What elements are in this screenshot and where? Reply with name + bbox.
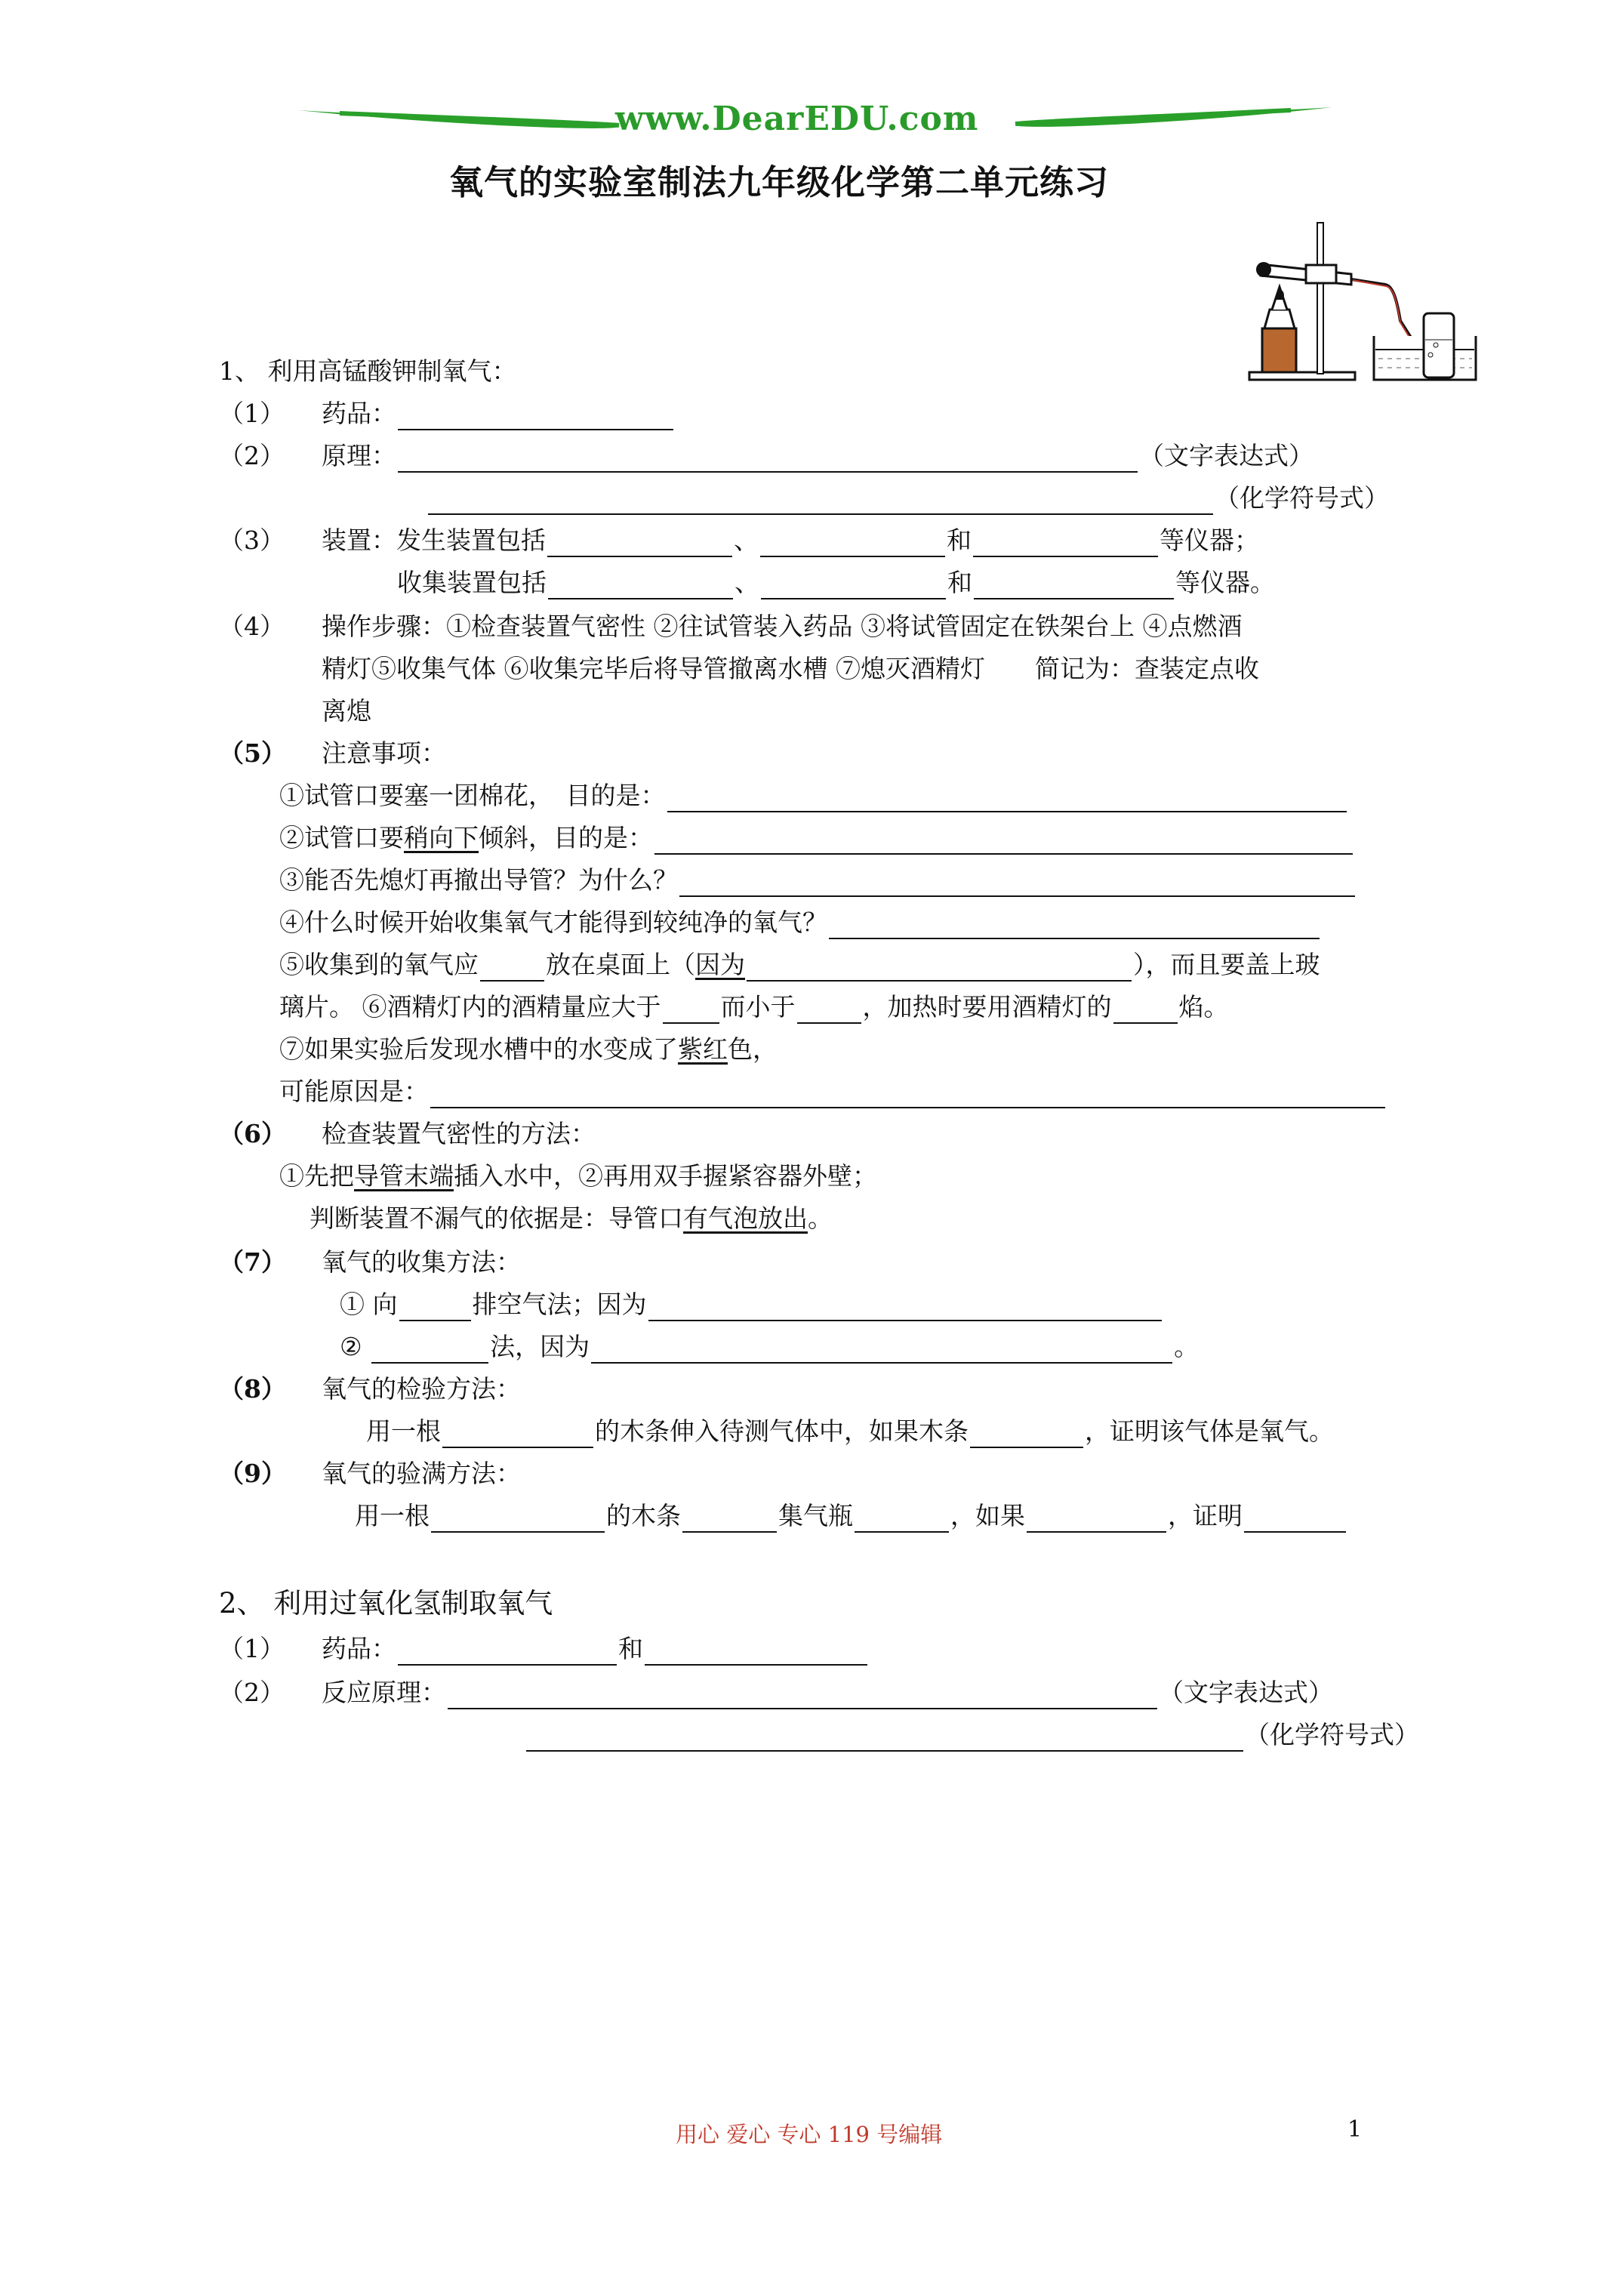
answer-blank[interactable] [480,954,544,982]
s1-item-8-label: 氧气的检验方法： [322,1374,521,1404]
s2-item-2-line2 [525,1718,1419,1752]
note-text: ④什么时候开始收集氧气才能得到较纯净的氧气？ [279,908,827,937]
s1-item-2-body [322,439,1313,473]
note-text: 焰。 [1178,992,1229,1022]
symbol-equation-label: （化学符号式） [1245,1720,1419,1749]
note-text: 。 [1174,1332,1200,1361]
s2-item-2-number: （2） [219,1678,285,1707]
note-text: 集气瓶 [778,1501,853,1530]
underlined-text: 因为 [695,950,745,979]
s1-item-6-label: 检查装置气密性的方法： [322,1119,596,1148]
note-text: 可能原因是： [279,1077,429,1106]
word-equation-label: （文字表达式） [1159,1678,1333,1707]
underlined-text: 导管末端 [354,1161,454,1191]
conjunction: 和 [947,568,972,597]
s1-item-7-number: （7） [219,1247,286,1277]
note-text: 用一根 [366,1416,441,1446]
item-end: 等仪器。 [1175,568,1275,597]
answer-blank[interactable] [667,785,1347,812]
s1-item-5-number: （5） [219,738,286,768]
note-text: ①试管口要塞一团棉花， 目的是： [279,781,666,810]
answer-blank[interactable] [761,572,946,599]
note-text: 放在桌面上（ [546,950,695,979]
answer-blank[interactable] [663,997,719,1024]
symbol-equation-label: （化学符号式） [1215,483,1389,513]
separator: 、 [735,568,759,597]
answer-blank[interactable] [797,997,861,1024]
page-number: 1 [1347,2116,1363,2143]
note-text: ，加热时要用酒精灯的 [862,992,1112,1022]
s1-item-4-number: （4） [219,612,285,641]
oxygen-apparatus-illustration [1246,215,1480,389]
s2-item-2-body [322,1676,1333,1709]
note-text: ②试管口要 [279,823,404,852]
answer-blank[interactable] [547,530,732,557]
note-7-line2 [279,1075,1387,1108]
answer-blank[interactable] [526,1724,1243,1752]
answer-blank[interactable] [399,1294,471,1321]
note-text: ，证明 [1168,1501,1243,1530]
s1-item-6-line1 [279,1160,877,1193]
note-text: ⑤收集到的氧气应 [279,950,479,979]
note-text: 璃片。 ⑥酒精灯内的酒精量应大于 [279,992,661,1022]
footer-text: 用心 爱心 专心 119 号编辑 [676,2122,943,2147]
note-3 [279,864,1357,897]
note-text: ② [340,1332,362,1361]
s1-item-3-number: （3） [219,525,285,555]
answer-blank[interactable] [747,954,1132,982]
note-text: ③能否先熄灯再撤出导管？为什么？ [279,865,678,895]
note-text: 倾斜，目的是： [479,823,653,852]
item-number: （1） [219,399,285,428]
item-label: 收集装置包括 [397,568,547,597]
answer-blank[interactable] [398,403,673,430]
note-text: ），而且要盖上玻 [1133,950,1320,979]
s1-item-7-label: 氧气的收集方法： [322,1247,521,1277]
logo-text: www.DearEDU.com [615,100,979,138]
s1-item-3-body [322,524,1259,557]
answer-blank[interactable] [1113,997,1178,1024]
note-5 [279,948,1320,982]
s1-item-9-number: （9） [219,1459,286,1488]
s1-item-6-line2 [310,1202,833,1235]
s2-item-1-number: （1） [219,1634,285,1663]
answer-blank[interactable] [430,1081,1385,1108]
item-label: 药品： [322,1634,396,1663]
item-end: 等仪器； [1160,525,1259,555]
note-text: 。 [808,1203,833,1233]
section-1-heading: 1、 利用高锰酸钾制氧气： [219,356,517,386]
underlined-text: 稍向下 [404,823,479,852]
answer-blank[interactable] [970,1421,1083,1448]
note-text: 排空气法；因为 [472,1290,647,1319]
s1-item-7-b [340,1330,1199,1364]
note-6 [279,991,1229,1024]
answer-blank[interactable] [760,530,945,557]
answer-blank[interactable] [548,572,733,599]
note-text: 的木条伸入待测气体中，如果木条 [595,1416,969,1446]
s1-item-3-line2 [397,566,1275,599]
note-text: ① 向 [340,1290,398,1319]
note-2 [279,821,1354,855]
answer-blank[interactable] [1244,1505,1346,1533]
s1-item-6-number: （6） [219,1119,286,1148]
item-label: 药品： [322,399,396,428]
s1-item-1-body [322,397,675,430]
underlined-text: 有气泡放出 [683,1203,808,1233]
underlined-text: 紫红 [678,1034,728,1064]
note-text: ，证明该气体是氧气。 [1085,1416,1334,1446]
note-text: 法，因为 [490,1332,590,1361]
note-4 [279,906,1321,939]
answer-blank[interactable] [1027,1505,1166,1533]
answer-blank[interactable] [682,1505,777,1533]
s1-item-5-label: 注意事项： [322,738,446,768]
s1-item-8-body [366,1415,1334,1448]
note-text: 的木条 [606,1501,681,1530]
answer-blank[interactable] [428,488,1213,515]
s1-item-4-line3: 离熄 [322,696,371,726]
s1-item-1 [219,397,285,430]
answer-blank[interactable] [442,1421,593,1448]
header-banner [294,97,1336,142]
note-text: ，如果 [950,1501,1025,1530]
answer-blank[interactable] [973,530,1158,557]
answer-blank[interactable] [829,912,1320,939]
answer-blank[interactable] [371,1336,488,1364]
note-text: 插入水中，②再用双手握紧容器外壁； [454,1161,877,1191]
s1-item-4-line1: 操作步骤：①检查装置气密性 ②往试管装入药品 ③将试管固定在铁架台上 ④点燃酒 [322,612,1243,641]
answer-blank[interactable] [855,1505,949,1533]
answer-blank[interactable] [591,1336,1172,1364]
s2-item-1-body [322,1632,869,1666]
answer-blank[interactable] [974,572,1174,599]
section-2-heading: 2、 利用过氧化氢制取氧气 [219,1587,553,1620]
note-text: 色， [728,1034,778,1064]
item-label: 装置：发生装置包括 [322,525,546,555]
conjunction: 和 [618,1634,643,1663]
item-label: 原理： [322,441,396,470]
note-7 [279,1033,778,1066]
answer-blank[interactable] [398,1638,617,1666]
word-equation-label: （文字表达式） [1139,441,1313,470]
note-text: 用一根 [355,1501,430,1530]
s1-item-2-number: （2） [219,441,285,470]
conjunction: 和 [947,525,972,555]
note-text: ⑦如果实验后发现水槽中的水变成了 [279,1034,678,1064]
note-text: 而小于 [720,992,796,1022]
s1-item-8-number: （8） [219,1374,286,1404]
answer-blank[interactable] [648,1294,1162,1321]
answer-blank[interactable] [679,870,1355,897]
answer-blank[interactable] [448,1682,1157,1709]
note-1 [279,779,1348,812]
answer-blank[interactable] [654,827,1353,855]
note-text: 判断装置不漏气的依据是：导管口 [310,1203,683,1233]
s1-item-9-label: 氧气的验满方法： [322,1459,521,1488]
separator: 、 [734,525,759,555]
note-text: ①先把 [279,1161,354,1191]
document-title: 氧气的实验室制法九年级化学第二单元练习 [449,162,1110,202]
item-label: 反应原理： [322,1678,446,1707]
answer-blank[interactable] [431,1505,605,1533]
s1-item-7-a [340,1288,1163,1321]
s1-item-4-line2: 精灯⑤收集气体 ⑥收集完毕后将导管撤离水槽 ⑦熄灭酒精灯 简记为：查装定点收 [322,654,1259,683]
s1-item-2-line2 [427,482,1389,515]
answer-blank[interactable] [645,1638,867,1666]
answer-blank[interactable] [398,445,1138,473]
s1-item-9-body [355,1499,1347,1533]
